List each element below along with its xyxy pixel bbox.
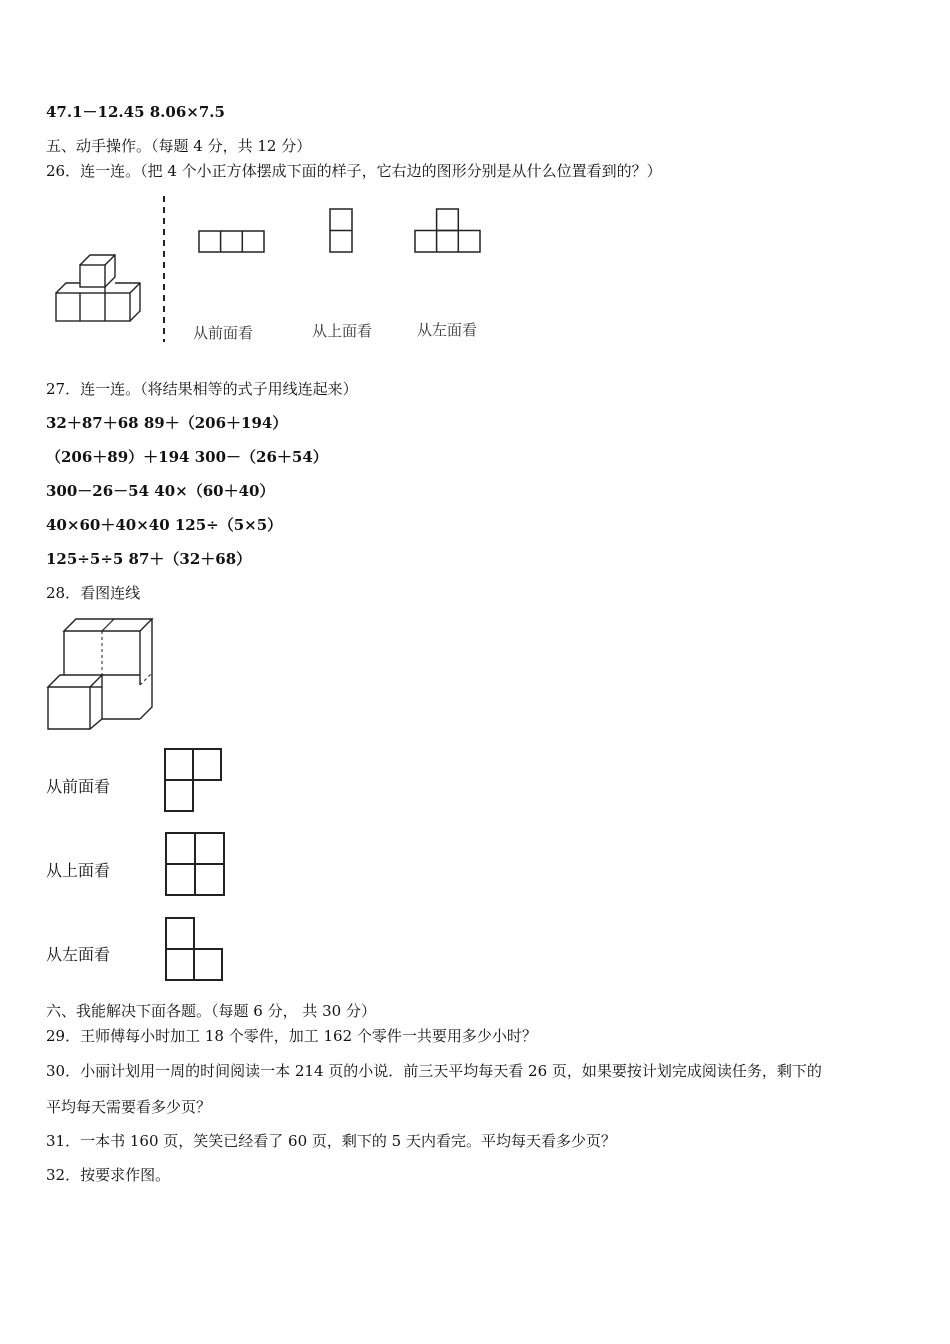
front-view-diagram [198,230,266,254]
question-30-line-2: 平均每天需要看多少页？ [46,1098,212,1116]
section-five-heading: 五、动手操作。（每题 4 分，共 12 分） [46,137,312,155]
caption-front-view: 从前面看 [193,324,254,342]
section-six-heading: 六、我能解决下面各题。（每题 6 分， 共 30 分） [46,1002,376,1020]
view-option-3 [165,917,225,983]
dashed-divider [160,196,170,342]
left-view-diagram [414,208,482,254]
caption-left-view: 从左面看 [417,321,478,339]
question-27: 27．连一连。（将结果相等的式子用线连起来） [46,380,358,398]
expression-row-3: 300－26－54 40×（60＋40） [46,482,275,500]
three-cube-solid [46,617,158,731]
top-view-diagram [329,208,355,254]
expression-row-4: 40×60＋40×40 125÷（5×5） [46,516,283,534]
question-32: 32．按要求作图。 [46,1166,171,1184]
question-28: 28．看图连线 [46,584,141,602]
view-option-2 [165,832,227,898]
cube-stack-isometric [50,250,150,325]
question-26: 26．连一连。（把 4 个小正方体摆成下面的样子，它右边的图形分别是从什么位置看到的？） [46,162,662,180]
question-30-line-1: 30．小丽计划用一周的时间阅读一本 214 页的小说．前三天平均每天看 26 页，如果要按计划完成阅读任务，剩下的 [46,1062,822,1080]
label-top-view: 从上面看 [46,861,111,880]
label-left-view: 从左面看 [46,945,111,964]
question-31: 31．一本书 160 页，笑笑已经看了 60 页，剩下的 5 天内看完。平均每天看多少页？ [46,1132,616,1150]
expression-row-5: 125÷5÷5 87＋（32＋68） [46,550,252,568]
caption-top-view: 从上面看 [312,322,373,340]
expression-row-2: （206＋89）＋194 300－（26＋54） [46,448,328,466]
expression-row-1: 32＋87＋68 89＋（206＋194） [46,414,288,432]
question-29: 29．王师傅每小时加工 18 个零件，加工 162 个零件一共要用多少小时？ [46,1027,537,1045]
expression-line-1: 47.1－12.45 8.06×7.5 [46,103,225,121]
view-option-1 [164,748,224,814]
label-front-view: 从前面看 [46,777,111,796]
